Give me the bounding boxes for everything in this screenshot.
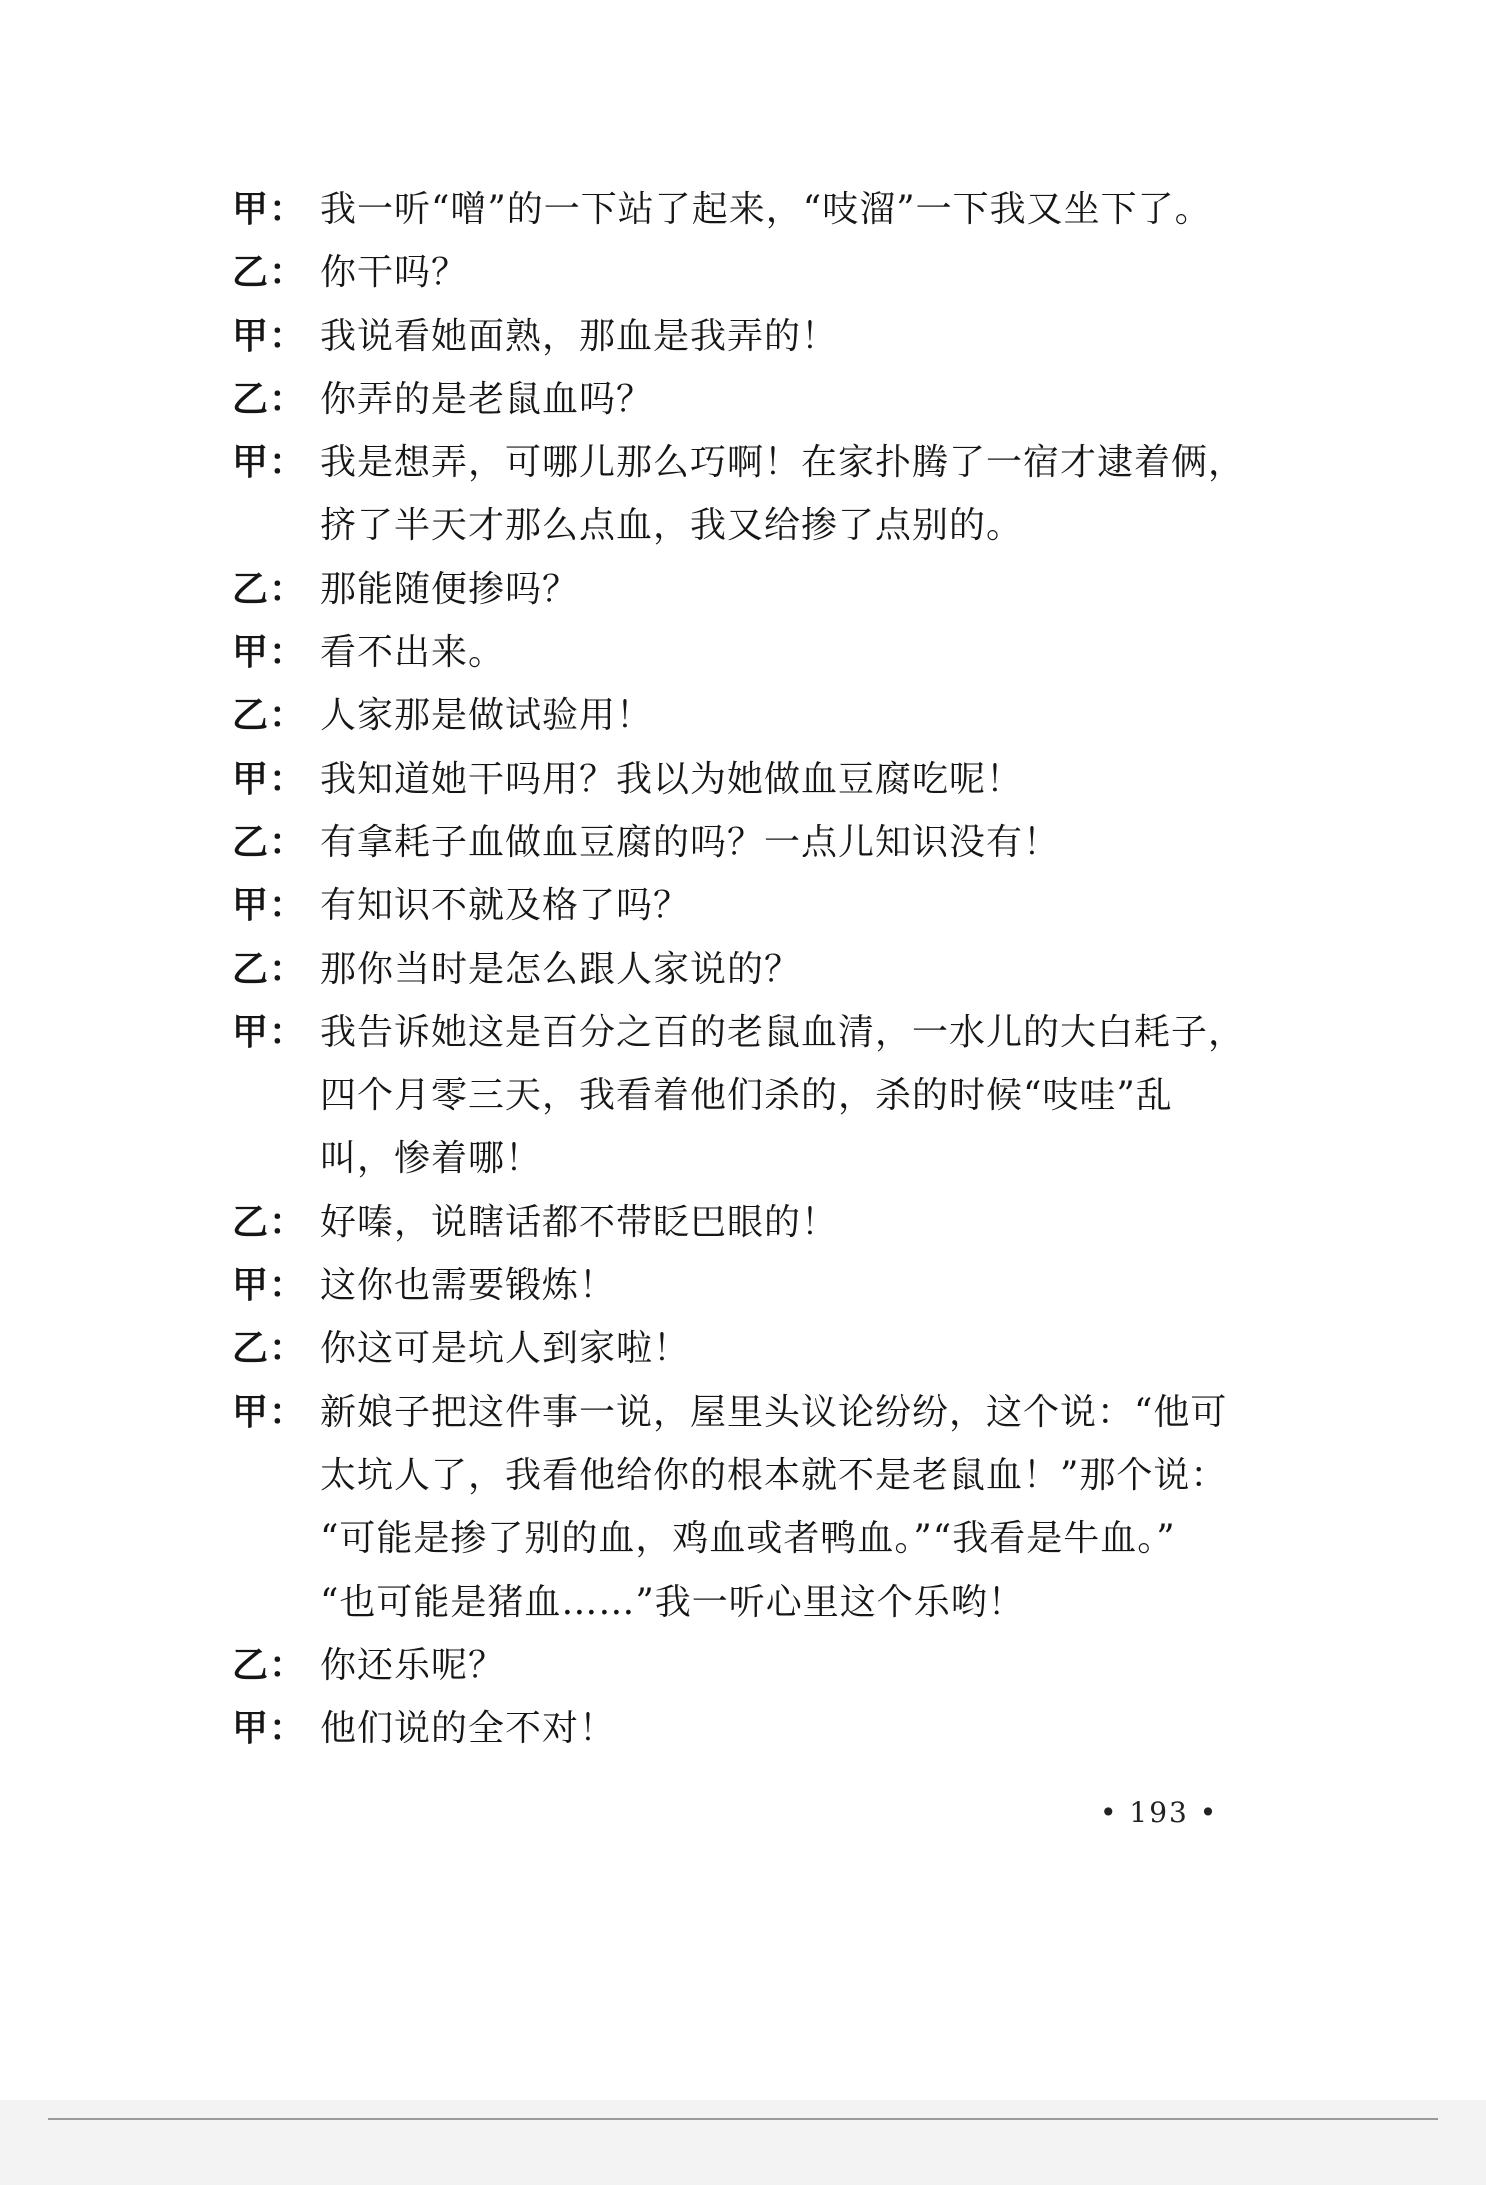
speech-text: [320, 1381, 1292, 1634]
dialogue-line: [232, 1381, 1292, 1634]
speaker-label: 乙：: [232, 251, 307, 294]
speech-text: [320, 874, 1292, 937]
speaker-label: 甲：: [232, 1707, 307, 1750]
speech-row: 我是想弄，可哪儿那么巧啊！在家扑腾了一宿才逮着俩，: [320, 442, 1246, 484]
speaker-label: 甲：: [232, 188, 307, 230]
speaker-label: 乙：: [232, 820, 307, 863]
viewer-bottom-band: [0, 2100, 1486, 2185]
speech-row: “可能是掺了别的血，鸡血或者鸭血。”“我看是牛血。”: [320, 1518, 1176, 1560]
page-number: • 193 •: [1100, 1796, 1219, 1829]
speech-row: 人家那是做试验用！: [320, 695, 654, 737]
speech-row: 你干吗？: [320, 252, 469, 294]
speech-row: 看不出来。: [320, 632, 506, 674]
dialogue-line: [232, 431, 1292, 558]
speech-row: 那能随便掺吗？: [320, 568, 580, 610]
speaker-label: 甲：: [232, 441, 307, 484]
dialogue-line: [232, 1191, 1292, 1254]
speaker-label: 乙：: [232, 1327, 307, 1370]
speaker-label: 乙：: [232, 694, 307, 737]
dialogue-line: [232, 621, 1292, 684]
speech-row: 他们说的全不对！: [320, 1708, 617, 1750]
dialogue-line: [232, 1317, 1292, 1380]
speech-row: 新娘子把这件事一说，屋里头议论纷纷，这个说：“他可: [320, 1391, 1228, 1433]
speech-text: [320, 1191, 1292, 1254]
speech-row: 四个月零三天，我看着他们杀的，杀的时候“吱哇”乱: [320, 1075, 1173, 1117]
speech-row: 这你也需要锻炼！: [320, 1265, 617, 1307]
dialogue-line: [232, 684, 1292, 747]
speech-text: [320, 811, 1292, 874]
speech-row: 我说看她面熟，那血是我弄的！: [320, 315, 839, 357]
dialogue-line: [232, 1001, 1292, 1191]
speech-row: 挤了半天才那么点血，我又给掺了点别的。: [320, 505, 1024, 547]
speech-text: [320, 621, 1292, 684]
speech-text: [320, 1001, 1292, 1191]
dialogue-line: [232, 1634, 1292, 1697]
speech-row: 我一听“噌”的一下站了起来，“吱溜”一下我又坐下了。: [320, 189, 1212, 230]
speech-row: 你这可是坑人到家啦！: [320, 1328, 691, 1370]
speech-row: 我知道她干吗用？我以为她做血豆腐吃呢！: [320, 758, 1024, 800]
speech-row: 叫，惨着哪！: [320, 1138, 543, 1180]
speech-row: 那你当时是怎么跟人家说的？: [320, 948, 802, 990]
dialogue-line: [232, 558, 1292, 621]
speech-text: [320, 1697, 1292, 1760]
speech-text: [320, 558, 1292, 621]
speaker-label: 甲：: [232, 1010, 307, 1053]
dialogue-line: [232, 874, 1292, 937]
speaker-label: 甲：: [232, 1264, 307, 1307]
dialogue-line: [232, 368, 1292, 431]
speaker-label: 甲：: [232, 757, 307, 800]
speech-text: [320, 241, 1292, 304]
speech-text: [320, 305, 1292, 368]
dialogue-line: [232, 178, 1292, 241]
viewer-divider: [48, 2118, 1438, 2120]
speech-text: [320, 748, 1292, 811]
speech-row: 有知识不就及格了吗？: [320, 885, 691, 927]
speech-row: 我告诉她这是百分之百的老鼠血清，一水儿的大白耗子，: [320, 1011, 1246, 1053]
speaker-label: 乙：: [232, 1200, 307, 1243]
speech-row: 你还乐呢？: [320, 1644, 506, 1686]
dialogue-line: [232, 938, 1292, 1001]
speaker-label: 乙：: [232, 1643, 307, 1686]
dialogue-line: [232, 1254, 1292, 1317]
dialogue-line: [232, 241, 1292, 304]
speech-text: [320, 938, 1292, 1001]
speaker-label: 甲：: [232, 314, 307, 357]
speech-row: 太坑人了，我看他给你的根本就不是老鼠血！”那个说：: [320, 1454, 1228, 1496]
speech-row: 你弄的是老鼠血吗？: [320, 378, 654, 420]
speech-text: [320, 684, 1292, 747]
speaker-label: 乙：: [232, 567, 307, 610]
dialogue-line: [232, 811, 1292, 874]
dialogue-line: [232, 748, 1292, 811]
speaker-label: 甲：: [232, 884, 307, 927]
dialogue-line: [232, 305, 1292, 368]
speaker-label: 乙：: [232, 377, 307, 420]
speech-text: [320, 1317, 1292, 1380]
speech-text: [320, 431, 1292, 558]
speech-row: “也可能是猪血……”我一听心里这个乐哟！: [320, 1581, 1025, 1623]
dialogue-line: [232, 1697, 1292, 1760]
speech-text: [320, 178, 1292, 241]
speech-row: 有拿耗子血做血豆腐的吗？一点儿知识没有！: [320, 821, 1061, 863]
speech-text: [320, 1254, 1292, 1317]
speech-text: [320, 1634, 1292, 1697]
dialogue-body: [232, 178, 1292, 1760]
speaker-label: 甲：: [232, 631, 307, 674]
speech-row: 好嗪，说瞎话都不带眨巴眼的！: [320, 1201, 839, 1243]
speech-text: [320, 368, 1292, 431]
speaker-label: 甲：: [232, 1390, 307, 1433]
speaker-label: 乙：: [232, 947, 307, 990]
